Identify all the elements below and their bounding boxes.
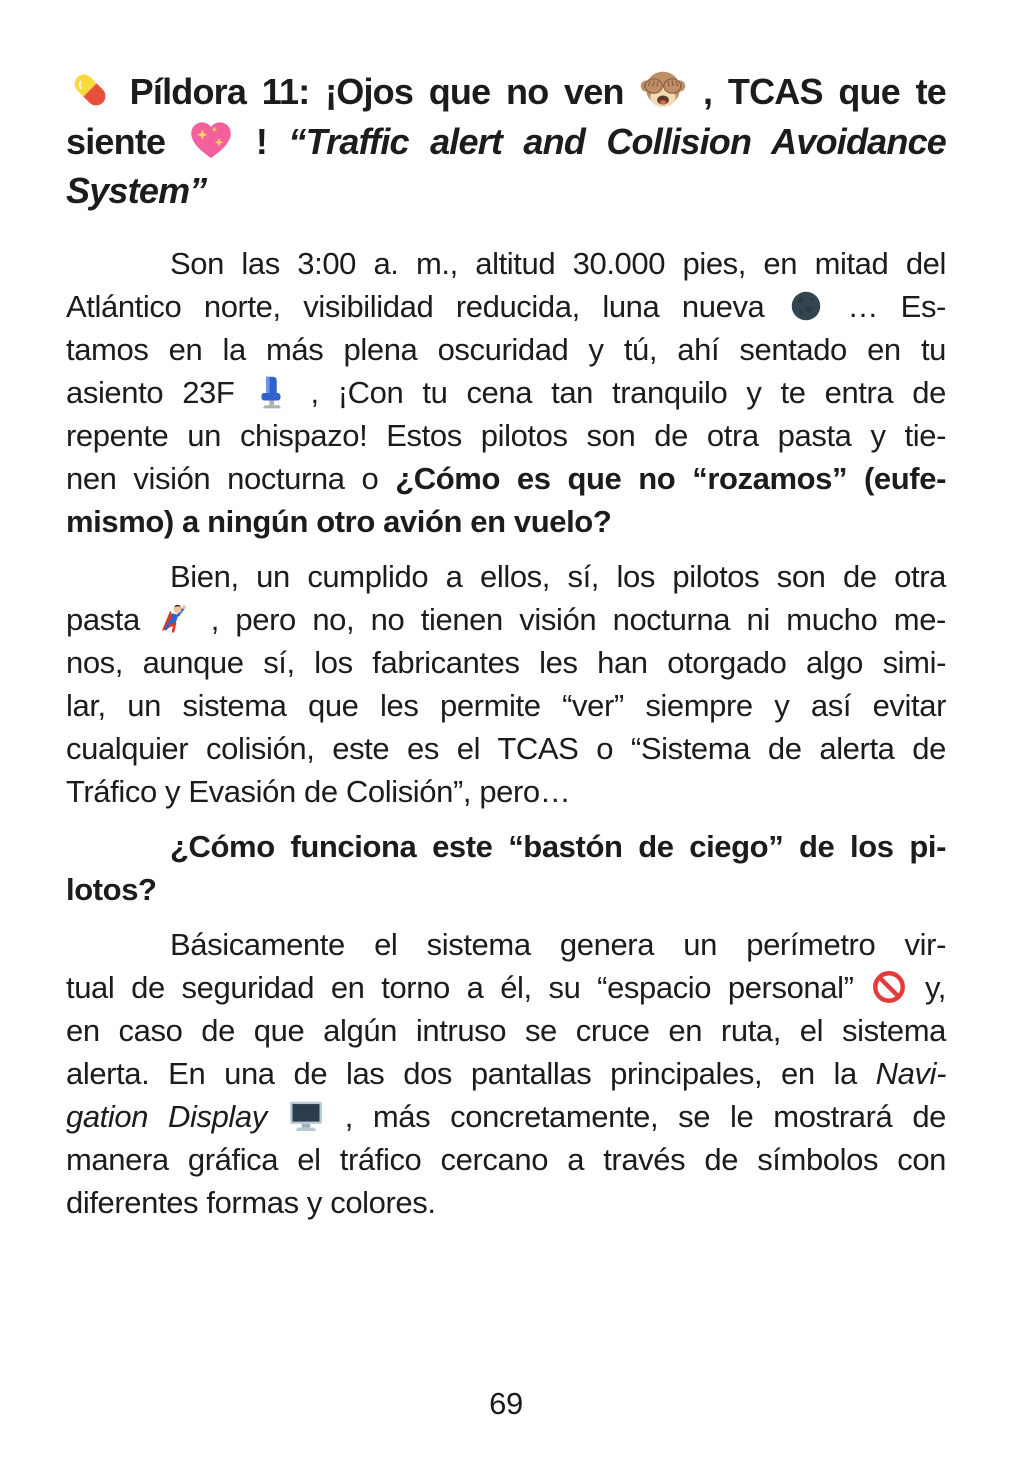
text-run: , pero no, no tienen visión nocturna ni mucho me-	[210, 602, 946, 637]
paragraph-intro	[66, 242, 946, 543]
text-run: lotos?	[66, 872, 157, 907]
text-run: Básicamente el sistema genera un perímetro vir-	[170, 927, 946, 962]
text-run: Atlántico norte, visibilidad reducida, luna nueva	[66, 289, 787, 324]
text-line	[66, 285, 946, 328]
text-line	[66, 1052, 946, 1095]
text-line	[66, 500, 946, 543]
seat-emoji	[253, 373, 291, 411]
text-run: cualquier colisión, este es el TCAS o “Sistema de alerta de	[66, 731, 946, 766]
text-line	[66, 66, 946, 116]
text-run: en caso de que algún intruso se cruce en ruta, el sistema	[66, 1013, 946, 1048]
text-run: ¿Cómo funciona este “bastón de ciego” de los pi-	[170, 829, 946, 864]
text-run: Píldora 11: ¡Ojos que no ven	[129, 71, 640, 112]
text-run: repente un chispazo! Estos pilotos son de otra pasta y tie-	[66, 418, 946, 453]
text-line	[66, 116, 946, 166]
text-run: Navi-	[875, 1056, 946, 1091]
text-run: … Es-	[847, 289, 946, 324]
text-run: asiento 23F	[66, 375, 254, 410]
text-run: Bien, un cumplido a ellos, sí, los pilotos son de otra	[170, 559, 946, 594]
desktop-computer-emoji	[287, 1097, 325, 1135]
text-line	[66, 1181, 946, 1224]
text-run: alerta. En una de las dos pantallas principales, en la	[66, 1056, 876, 1091]
text-line	[66, 684, 946, 727]
sparkling-heart-emoji	[187, 116, 235, 164]
man-superhero-emoji	[156, 600, 194, 638]
text-run: System”	[66, 170, 207, 211]
page-number: 69	[489, 1386, 523, 1421]
text-run: tual de seguridad en torno a él, su “espacio personal”	[66, 970, 871, 1005]
prohibited-emoji	[870, 968, 908, 1006]
text-run: pasta	[66, 602, 157, 637]
text-run: , más concretamente, se le mostrará de	[344, 1099, 946, 1134]
text-line	[66, 1138, 946, 1181]
text-line	[66, 923, 946, 966]
text-run: y,	[924, 970, 946, 1005]
text-line	[66, 868, 946, 911]
see-no-evil-monkey-emoji	[639, 66, 687, 114]
text-line	[66, 641, 946, 684]
text-line	[66, 414, 946, 457]
text-line	[66, 727, 946, 770]
text-line	[66, 555, 946, 598]
text-run: ¿Cómo es que no “rozamos” (eufe-	[395, 461, 946, 496]
text-run: gation Display	[66, 1099, 287, 1134]
text-run: nen visión nocturna o	[66, 461, 396, 496]
pill-emoji	[66, 66, 114, 114]
text-line	[66, 825, 946, 868]
text-run: mismo) a ningún otro avión en vuelo?	[66, 504, 612, 539]
new-moon-emoji	[787, 287, 825, 325]
text-line	[66, 457, 946, 500]
text-run: siente	[66, 121, 166, 162]
text-line	[66, 371, 946, 414]
text-line	[66, 770, 946, 813]
text-line	[66, 166, 946, 215]
text-run: lar, un sistema que les permite “ver” siempre y así evitar	[66, 688, 946, 723]
text-line	[66, 1095, 946, 1138]
text-run: “Traffic alert and Collision Avoidance	[288, 121, 947, 162]
text-run: diferentes formas y colores.	[66, 1185, 436, 1220]
paragraph-question-heading	[66, 825, 946, 911]
text-run: Tráfico y Evasión de Colisión”, pero…	[66, 774, 571, 809]
paragraph-pilots	[66, 555, 946, 813]
text-run: manera gráfica el tráfico cercano a través de símbolos con	[66, 1142, 946, 1177]
text-run: , TCAS que te	[703, 71, 947, 112]
paragraph-system-explanation	[66, 923, 946, 1224]
text-run: nos, aunque sí, los fabricantes les han otorgado algo simi-	[66, 645, 946, 680]
page-content	[66, 66, 946, 1224]
text-line	[66, 328, 946, 371]
text-line	[66, 966, 946, 1009]
chapter-title	[66, 66, 946, 215]
text-run: tamos en la más plena oscuridad y tú, ahí sentado en tu	[66, 332, 946, 367]
text-line	[66, 598, 946, 641]
text-run: Son las 3:00 a. m., altitud 30.000 pies, en mitad del	[170, 246, 946, 281]
text-line	[66, 242, 946, 285]
text-run: , ¡Con tu cena tan tranquilo y te entra de	[310, 375, 946, 410]
text-line	[66, 1009, 946, 1052]
text-run: !	[255, 121, 289, 162]
